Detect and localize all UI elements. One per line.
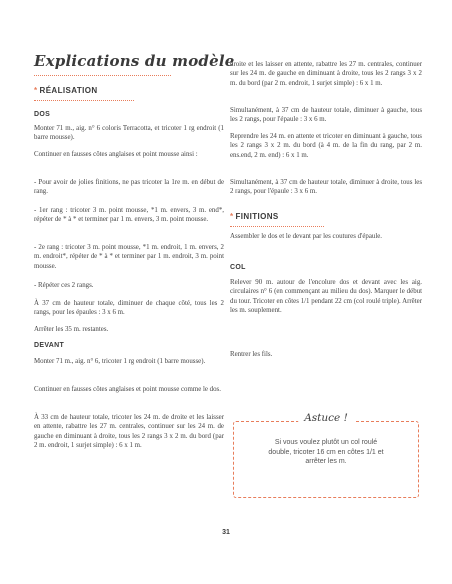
- devant-paragraph-3-continued: droite et les laisser en attente, rabattre les 27 m. centrales, continuer sur les 24 m. de gauche en diminuant à droite, tous les 2 rangs 3 x 2 m. du bord (par 2 m. endroit, 1 surjet simple) : 6 x 1 m.: [230, 61, 422, 87]
- dos-paragraph-5: - 2e rang : tricoter 3 m. point mousse, *1 m. endroit, 1 m. envers, 2 m. endroit*, répéter de * à * et terminer par 1 m. endroit, 3 m. point mousse.: [34, 244, 224, 270]
- devant-heading: DEVANT: [34, 342, 65, 349]
- devant-paragraph-1: Monter 71 m., aig. n° 6, tricoter 1 rg endroit (1 barre mousse).: [34, 358, 206, 365]
- dos-paragraph-7: À 37 cm de hauteur totale, diminuer de chaque côté, tous les 2 rangs, pour les épaules : 3 x 6 m.: [34, 300, 224, 317]
- devant-paragraph-4: Simultanément, à 37 cm de hauteur totale, diminuer à gauche, tous les 2 rangs, pour l'épaule : 3 x 6 m.: [230, 107, 422, 124]
- page-title: Explications du modèle: [34, 52, 235, 70]
- devant-paragraph-3-start: À 33 cm de hauteur totale, tricoter les 24 m. de droite et les laisser en attente, rabattre les 27 m. centrales, continuer sur les 24 m. de gauche en diminuant à droite, tous les 2 rangs 3 x 2 m. du bord (par 2 m. endroit, 1 surjet simple) : 6 x 1 m.: [34, 414, 224, 450]
- realisation-heading: [34, 86, 98, 95]
- finitions-paragraph-1: Assembler le dos et le devant par les coutures d'épaule.: [230, 233, 383, 240]
- dos-paragraph-1: Monter 71 m., aig. n° 6 coloris Terracotta, et tricoter 1 rg endroit (1 barre mousse).: [34, 125, 224, 142]
- col-paragraph: Relever 90 m. autour de l'encolure dos et devant avec les aig. circulaires n° 6 (en commençant au milieu du dos). Marquer le début du tour. Tricoter en côtes 1/1 pendant 22 cm (col roulé triple). Arrêter les m. souplement.: [230, 279, 422, 315]
- finitions-paragraph-2: Rentrer les fils.: [230, 351, 273, 358]
- dos-paragraph-4: - 1er rang : tricoter 3 m. point mousse, *1 m. envers, 3 m. end*, répéter de * à * et terminer par 1 m. envers, 3 m. point mousse.: [34, 207, 224, 224]
- realisation-underline: [34, 100, 134, 101]
- devant-paragraph-6: Simultanément, à 37 cm de hauteur totale, diminuer à droite, tous les 2 rangs, pour l'épaule : 3 x 6 m.: [230, 179, 422, 196]
- realisation-heading-label: RÉALISATION: [39, 86, 98, 95]
- tip-text: Si vous voulez plutôt un col roulé double, tricoter 16 cm en côtes 1/1 et arrêter les m.: [268, 439, 384, 465]
- devant-paragraph-2: Continuer en fausses côtes anglaises et point mousse comme le dos.: [34, 386, 221, 393]
- dos-paragraph-2: Continuer en fausses côtes anglaises et point mousse ainsi :: [34, 151, 198, 158]
- star-icon: *: [34, 86, 38, 95]
- tip-title: Astuce !: [298, 412, 354, 424]
- title-underline: [34, 75, 171, 76]
- star-icon: *: [230, 212, 234, 221]
- tip-box: [233, 412, 419, 498]
- dos-paragraph-3: - Pour avoir de jolies finitions, ne pas tricoter la 1re m. en début de rang.: [34, 179, 224, 196]
- finitions-underline: [230, 226, 324, 227]
- dos-paragraph-6: - Répéter ces 2 rangs.: [34, 282, 94, 289]
- devant-paragraph-5: Reprendre les 24 m. en attente et tricoter en diminuant à gauche, tous les 2 rangs 3 x 2 m. du bord (à 4 m. de la fin du rang, par 2 m. ens.end, 2 m. end) : 6 x 1 m.: [230, 133, 422, 159]
- page-number: 31: [222, 529, 230, 536]
- dos-paragraph-8: Arrêter les 35 m. restantes.: [34, 326, 109, 333]
- col-heading: COL: [230, 264, 246, 271]
- finitions-heading-label: FINITIONS: [235, 212, 279, 221]
- dos-heading: DOS: [34, 111, 51, 118]
- finitions-heading: [230, 212, 279, 221]
